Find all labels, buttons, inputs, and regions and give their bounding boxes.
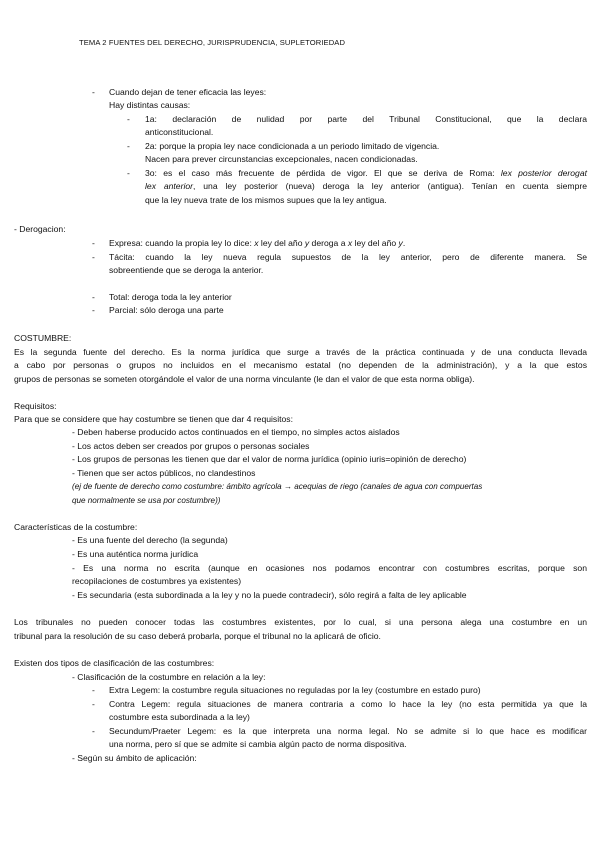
cause-2-line1: 2a: porque la propia ley nace condicionada a un periodo limitado de vigencia. [145,141,440,151]
costumbre-p-line2: a cabo por personas o grupos no incluidos en el mecanismo estatal (no dependen de la administración), y a la que estos [14,360,587,370]
derog-parcial: Parcial: sólo deroga una parte [109,305,224,315]
derog-bullet: - [92,305,95,315]
requisitos-title: Requisitos: [14,401,57,411]
requisito-item: - Los grupos de personas les tienen que dar el valor de norma jurídica (opinio iuris=opinión de derecho) [72,454,467,464]
caracteristica-item: - Es una norma no escrita (aunque en ocasiones nos podamos encontrar con costumbres escritas, porque son [72,563,587,573]
costumbre-p-line3: grupos de personas se someten otorgándole el valor de una norma vinculante (le dan el valor de que esta norma obliga). [14,374,475,384]
derog-bullet: - [92,252,95,262]
requisito-example-line2: que normalmente se usa por costumbre)) [72,496,221,505]
requisito-example-line1: (ej de fuente de derecho como costumbre: ámbito agrícola → acequias de riego (canales de agua con compuertas [72,482,483,491]
cause-bullet: - [127,141,130,151]
caracteristica-item-cont: recopilaciones de costumbres ya existentes) [72,576,242,586]
clas-extra: Extra Legem: la costumbre regula situaciones no reguladas por la ley (costumbre en estado puro) [109,685,481,695]
requisito-item: - Tienen que ser actos públicos, no clandestinos [72,468,256,478]
clas-contra-line2: costumbre esta subordinada a la ley) [109,712,250,722]
requisito-item: - Deben haberse producido actos continuados en el tiempo, no simples actos aislados [72,427,400,437]
clas-bullet: - [92,699,95,709]
caracteristicas-title: Características de la costumbre: [14,522,138,532]
derogacion-title: - Derogacion: [14,224,66,234]
cause-2-line2: Nacen para prever circunstancias excepcionales, nacen condicionadas. [145,154,418,164]
clas-contra-line1: Contra Legem: regula situaciones de manera contraria a como lo hace la ley (no esta permitida ya que la [109,699,587,709]
cause-bullet: - [127,168,130,178]
requisitos-intro: Para que se considere que hay costumbre se tienen que dar 4 requisitos: [14,414,293,424]
caracteristica-item: - Es secundaria (esta subordinada a la ley y no la puede contradecir), sólo regirá a falta de ley aplicable [72,590,467,600]
clasificacion-c2: - Según su ámbito de aplicación: [72,753,197,763]
clas-secundum-line1: Secundum/Praeter Legem: es la que interpreta una norma legal. No se admite si lo que hace es modificar [109,726,587,736]
cause-3-line2: lex anterior, una ley posterior (nueva) deroga la ley anterior (antigua). Tenían en cuenta siempre [145,181,587,191]
clas-bullet: - [92,685,95,695]
derog-tacita-line2: sobreentiende que se deroga la anterior. [109,265,264,275]
vigencia-bullet: - [92,87,95,97]
requisito-item: - Los actos deben ser creados por grupos o personas sociales [72,441,310,451]
clas-secundum-line2: una norma, pero sí que se admite si cambia algún pacto de norma dispositiva. [109,739,407,749]
caracteristica-item: - Es una fuente del derecho (la segunda) [72,535,228,545]
costumbre-title: COSTUMBRE: [14,333,72,343]
page-header: TEMA 2 FUENTES DEL DERECHO, JURISPRUDENCIA, SUPLETORIEDAD [79,38,346,47]
cause-3-line1: 3o: es el caso más frecuente de pérdida de vigor. El que se deriva de Roma: lex posterior derogat [145,168,587,178]
costumbre-p-line1: Es la segunda fuente del derecho. Es la norma jurídica que surge a través de la práctica continuada y de una conducta llevada [14,347,587,357]
clasificacion-c1: - Clasificación de la costumbre en relación a la ley: [72,672,266,682]
derog-bullet: - [92,292,95,302]
cause-1-line2: anticonstitucional. [145,127,214,137]
clas-bullet: - [92,726,95,736]
vigencia-sub: Hay distintas causas: [109,100,191,110]
caracteristica-item: - Es una auténtica norma jurídica [72,549,199,559]
vigencia-intro: Cuando dejan de tener eficacia las leyes: [109,87,267,97]
derog-bullet: - [92,238,95,248]
tribunales-line2: tribunal para la resolución de su caso deberá probarla, porque el tribunal no la aplicará de oficio. [14,631,381,641]
derog-total: Total: deroga toda la ley anterior [109,292,232,302]
cause-1-line1: 1a: declaración de nulidad por parte del Tribunal Constitucional, que la declara [145,114,587,124]
tribunales-line1: Los tribunales no pueden conocer todas las costumbres existentes, por lo cual, si una persona alega una costumbre en un [14,617,587,627]
derog-expresa: Expresa: cuando la propia ley lo dice: x ley del año y deroga a x ley del año y. [109,238,406,248]
derog-tacita-line1: Tácita: cuando la ley nueva regula supuestos de la ley anterior, pero de diferente manera. Se [109,252,587,262]
cause-3-line3: que la ley nueva trate de los mismos supues que la ley antigua. [145,195,387,205]
clasificacion-intro: Existen dos tipos de clasificación de las costumbres: [14,658,215,668]
cause-bullet: - [127,114,130,124]
